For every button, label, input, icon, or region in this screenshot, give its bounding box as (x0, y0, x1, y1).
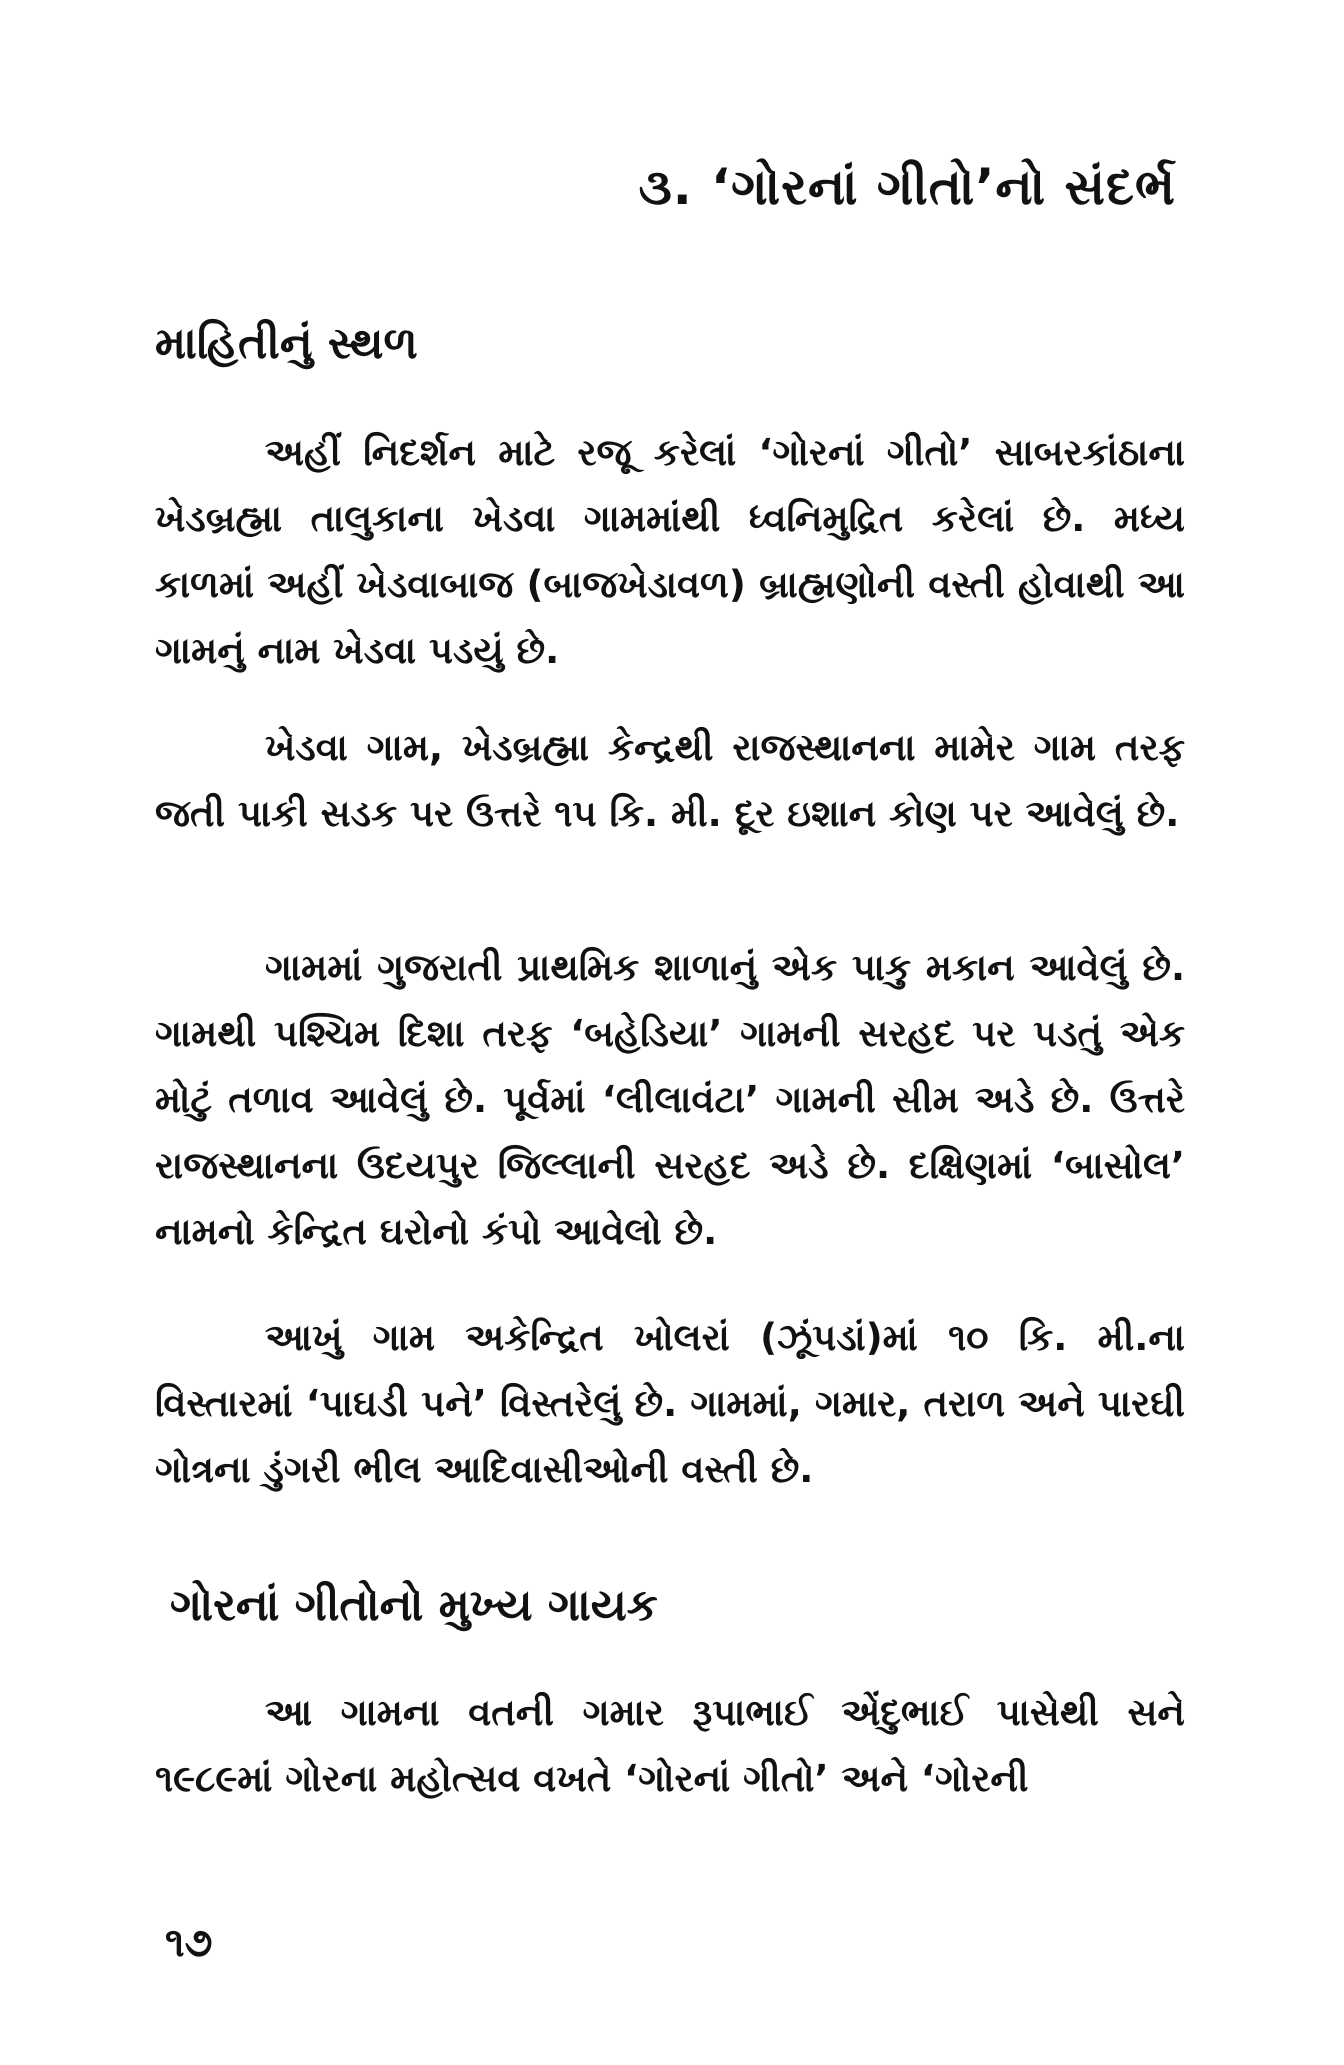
chapter-title: ૩. ‘ગોરનાં ગીતો’નો સંદર્ભ (638, 158, 1176, 216)
paragraph-5: આ ગામના વતની ગમાર રૂપાભાઈ એંદુભાઈ પાસેથી સને ૧૯૮૯માં ગોરના મહોત્સવ વખતે ‘ગોરનાં ગીતો’ અને ‘ગોરની (155, 1691, 1185, 1800)
paragraph-1: અહીં નિદર્શન માટે રજૂ કરેલાં ‘ગોરનાં ગીતો’ સાબરકાંઠાના ખેડબ્રહ્મા તાલુકાના ખેડવા ગામમાંથી ધ્વનિમુદ્રિત કરેલાં છે. મધ્ય કાળમાં અહીં ખેડવાબાજ (બાજખેડાવળ) બ્રાહ્મણોની વસ્તી હોવાથી આ ગામનું નામ ખેડવા પડયું છે. (155, 431, 1185, 672)
section-heading-info-location: માહિતીનું સ્થળ (155, 318, 418, 369)
page-number: ૧૭ (165, 1920, 213, 1966)
paragraph-4: આખું ગામ અકેન્દ્રિત ખોલરાં (ઝૂંપડાં)માં ૧૦ કિ. મી.ના વિસ્તારમાં ‘પાઘડી પને’ વિસ્તરેલું છે. ગામમાં, ગમાર, તરાળ અને પારઘી ગોત્રના ડુંગરી ભીલ આદિવાસીઓની વસ્તી છે. (155, 1316, 1185, 1491)
paragraph-2: ખેડવા ગામ, ખેડબ્રહ્મા કેન્દ્રથી રાજસ્થાનના મામેર ગામ તરફ જતી પાકી સડક પર ઉત્તરે ૧૫ કિ. મી. દૂર ઇશાન કોણ પર આવેલું છે. (155, 726, 1185, 835)
section-heading-main-singer: ગોરનાં ગીતોનો મુખ્ય ગાયક (170, 1580, 658, 1631)
paragraph-3: ગામમાં ગુજરાતી પ્રાથમિક શાળાનું એક પાકુ મકાન આવેલું છે. ગામથી પશ્ચિમ દિશા તરફ ‘બહેડિયા’ ગામની સરહદ પર પડતું એક મોટું તળાવ આવેલું છે. પૂર્વમાં ‘લીલાવંટા’ ગામની સીમ અડે છે. ઉત્તરે રાજસ્થાનના ઉદયપુર જિલ્લાની સરહદ અડે છે. દક્ષિણમાં ‘બાસોલ’ નામનો કેન્દ્રિત ઘરોનો કંપો આવેલો છે. (155, 946, 1185, 1253)
